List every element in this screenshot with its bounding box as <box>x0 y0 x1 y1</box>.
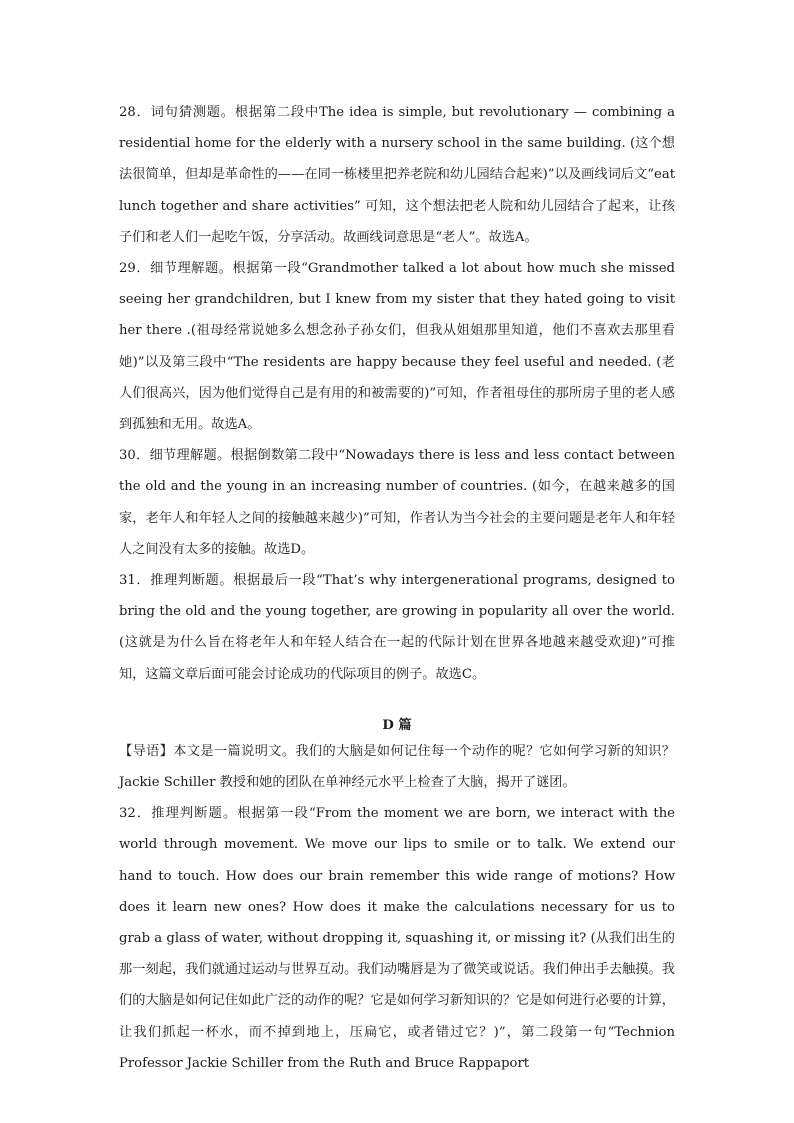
section-d-title: D 篇 <box>382 717 412 733</box>
section-d-intro: 【导语】本文是一篇说明文。我们的大脑是如何记住每一个动作的呢？它如何学习新的知识？Jackie Schiller 教授和她的团队在单神经元水平上检查了大脑，揭开了谜团。 <box>119 743 675 791</box>
answer-explanation-text <box>119 97 675 1079</box>
question-30-explanation: 30．细节理解题。根据倒数第二段中“Nowadays there is less and less contact between the old and the young in an increasing number of countries. (如今，在越来越多的国家，老年人和年轻人之间的接触越来越少)”可知，作者认为当今社会的主要问题是老年人和年轻人之间没有太多的接触。故选D。 <box>119 448 675 557</box>
question-29-explanation: 29．细节理解题。根据第一段“Grandmother talked a lot about how much she missed seeing her grandchildren, but I knew from my sister that they hated going to visit her there .(祖母经常说她多么想念孙子孙女们，但我从姐姐那里知道，他们不喜欢去那里看她)”以及第三段中“The residents are happy because they feel useful and needed. (老人们很高兴，因为他们觉得自己是有用的和被需要的)”可知，作者祖母住的那所房子里的老人感到孤独和无用。故选A。 <box>119 261 675 433</box>
question-31-explanation: 31．推理判断题。根据最后一段“That’s why intergenerational programs, designed to bring the old and the young together, are growing in popularity all over the world. (这就是为什么旨在将老年人和年轻人结合在一起的代际计划在世界各地越来越受欢迎)”可推知，这篇文章后面可能会讨论成功的代际项目的例子。故选C。 <box>119 573 675 682</box>
question-32-explanation: 32．推理判断题。根据第一段“From the moment we are born, we interact with the world through movement. We move our lips to smile or to talk. We extend our hand to touch. How does our brain remember this wide range of motions? How does it learn new ones? How does it make the calculations necessary for us to grab a glass of water, without dropping it, squashing it, or missing it? (从我们出生的那一刻起，我们就通过运动与世界互动。我们动嘴唇是为了微笑或说话。我们伸出手去触摸。我们的大脑是如何记住如此广泛的动作的呢？它是如何学习新知识的？它是如何进行必要的计算，让我们抓起一杯水，而不掉到地上，压扁它，或者错过它？)”，第二段第一句“Technion Professor Jackie Schiller from the Ruth and Bruce Rappaport <box>119 806 675 1071</box>
question-28-explanation: 28．词句猜测题。根据第二段中The idea is simple, but revolutionary — combining a residential home for the elderly with a nursery school in the same building. (这个想法很简单，但却是革命性的——在同一栋楼里把养老院和幼儿园结合起来)”以及画线词后文“eat lunch together and share activities” 可知，这个想法把老人院和幼儿园结合了起来，让孩子们和老人们一起吃午饭，分享活动。故画线词意思是“老人”。故选A。 <box>119 105 675 245</box>
